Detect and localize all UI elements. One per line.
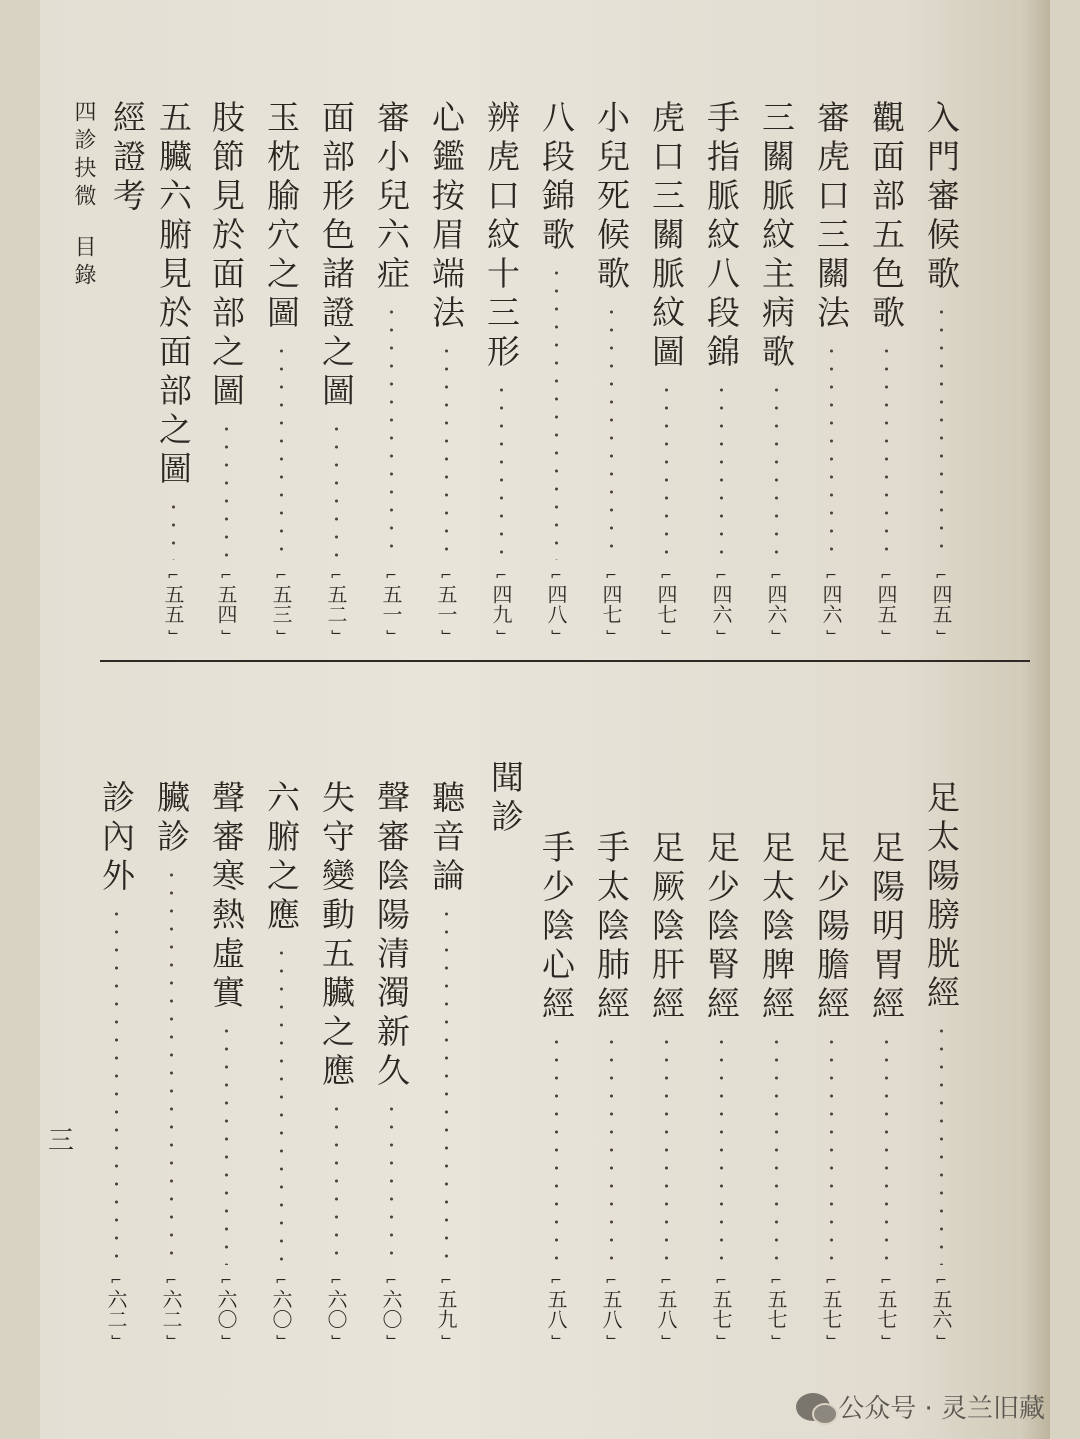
entry-title: 診內外	[97, 780, 136, 897]
entry-title: 六腑之應	[262, 780, 301, 936]
toc-entry	[753, 830, 799, 1345]
toc-entry	[918, 780, 964, 1345]
leader-dots	[830, 1033, 833, 1265]
toc-entry	[643, 100, 689, 640]
toc-entry	[313, 780, 359, 1345]
entry-page: ⌐ 四六 ⌙	[763, 568, 789, 640]
leader-dots	[665, 1033, 668, 1265]
leader-dots	[280, 342, 283, 560]
toc-entry	[863, 830, 909, 1345]
leader-dots	[610, 303, 613, 560]
entry-title: 虎口三關脈紋圖	[647, 100, 686, 373]
entry-title: 面部形色諸證之圖	[317, 100, 356, 412]
entry-title: 審小兒六症	[372, 100, 411, 295]
toc-entry	[918, 100, 964, 640]
leader-dots	[172, 498, 175, 560]
leader-dots	[720, 381, 723, 560]
page-number: 三	[48, 1126, 75, 1156]
entry-page: ⌐ 四九 ⌙	[488, 568, 514, 640]
leader-dots	[940, 303, 943, 560]
entry-page: ⌐ 四五 ⌙	[928, 568, 954, 640]
toc-entry	[258, 100, 304, 640]
leader-dots	[940, 1022, 943, 1265]
toc-entry	[808, 100, 854, 640]
entry-title: 三關脈紋主病歌	[757, 100, 796, 373]
entry-title: 臟診	[152, 780, 191, 858]
entry-page: ⌐ 五六 ⌙	[928, 1273, 954, 1345]
leader-dots	[665, 381, 668, 560]
entry-title: 觀面部五色歌	[867, 100, 906, 334]
leader-dots	[720, 1033, 723, 1265]
entry-title: 五臟六腑見於面部之圖	[154, 100, 193, 490]
toc-entry	[313, 100, 359, 640]
entry-page: ⌐ 六〇 ⌙	[378, 1273, 404, 1345]
entry-title: 手太陰肺經	[592, 830, 631, 1025]
leader-dots	[885, 1033, 888, 1265]
entry-title: 足少陰腎經	[702, 830, 741, 1025]
entry-page: ⌐ 四八 ⌙	[543, 568, 569, 640]
leader-dots	[555, 264, 558, 560]
entry-page: ⌐ 五七 ⌙	[763, 1273, 789, 1345]
toc-entry	[753, 100, 799, 640]
entry-page: ⌐ 四七 ⌙	[598, 568, 624, 640]
toc-entry	[203, 780, 249, 1345]
entry-page: ⌐ 四六 ⌙	[708, 568, 734, 640]
toc-entry	[533, 100, 579, 640]
toc-entry	[588, 830, 634, 1345]
entry-title: 入門審候歌	[922, 100, 961, 295]
book-spine	[1018, 0, 1050, 1439]
toc-entry	[478, 100, 524, 640]
entry-page: ⌐ 五七 ⌙	[873, 1273, 899, 1345]
entry-title: 經證考	[108, 100, 147, 217]
entry-page: ⌐ 六二 ⌙	[158, 1273, 184, 1345]
leader-dots	[445, 905, 448, 1265]
leader-dots	[390, 1100, 393, 1265]
entry-page: ⌐ 五四 ⌙	[213, 568, 239, 640]
toc-entry	[368, 780, 414, 1345]
leader-dots	[775, 381, 778, 560]
entry-page: ⌐ 四五 ⌙	[873, 568, 899, 640]
entry-page: ⌐ 五九 ⌙	[433, 1273, 459, 1345]
entry-page: ⌐ 五七 ⌙	[708, 1273, 734, 1345]
leader-dots	[335, 420, 338, 560]
toc-entry	[533, 830, 579, 1345]
entry-title: 足厥陰肝經	[647, 830, 686, 1025]
entry-title: 聲審陰陽清濁新久	[372, 780, 411, 1092]
entry-title: 八段錦歌	[537, 100, 576, 256]
toc-entry	[588, 100, 634, 640]
entry-page: ⌐ 五八 ⌙	[543, 1273, 569, 1345]
toc-entry	[93, 780, 139, 1345]
toc-entry	[698, 830, 744, 1345]
entry-title: 足少陽膽經	[812, 830, 851, 1025]
toc-section-heading	[104, 100, 150, 300]
leader-dots	[225, 420, 228, 560]
entry-title: 足太陽膀胱經	[922, 780, 961, 1014]
entry-title: 審虎口三關法	[812, 100, 851, 334]
running-header-section: 目錄	[71, 235, 96, 291]
toc-entry	[423, 100, 469, 640]
entry-title: 小兒死候歌	[592, 100, 631, 295]
toc-entry	[423, 780, 469, 1345]
entry-page: ⌐ 五一 ⌙	[378, 568, 404, 640]
entry-page: ⌐ 五二 ⌙	[323, 568, 349, 640]
watermark-text: 公众号 · 灵兰旧藏	[838, 1394, 1045, 1424]
entry-page: ⌐ 六二 ⌙	[103, 1273, 129, 1345]
toc-entry	[863, 100, 909, 640]
entry-title: 手少陰心經	[537, 830, 576, 1025]
entry-title: 心鑑按眉端法	[427, 100, 466, 334]
entry-page: ⌐ 五八 ⌙	[653, 1273, 679, 1345]
toc-entry	[698, 100, 744, 640]
toc-entry	[203, 100, 249, 640]
section-divider	[100, 660, 1030, 662]
leader-dots	[775, 1033, 778, 1265]
entry-title: 玉枕腧穴之圖	[262, 100, 301, 334]
entry-page: ⌐ 六〇 ⌙	[213, 1273, 239, 1345]
leader-dots	[390, 303, 393, 560]
entry-title: 肢節見於面部之圖	[207, 100, 246, 412]
toc-entry	[643, 830, 689, 1345]
toc-entry	[808, 830, 854, 1345]
leader-dots	[115, 905, 118, 1265]
entry-page: ⌐ 五三 ⌙	[268, 568, 294, 640]
entry-page: ⌐ 五七 ⌙	[818, 1273, 844, 1345]
toc-entry	[148, 780, 194, 1345]
leader-dots	[225, 1022, 228, 1265]
toc-entry	[150, 100, 196, 640]
entry-page: ⌐ 四六 ⌙	[818, 568, 844, 640]
running-header-title: 四診抉微	[71, 100, 96, 212]
leader-dots	[170, 866, 173, 1265]
entry-page: ⌐ 五一 ⌙	[433, 568, 459, 640]
leader-dots	[280, 944, 283, 1265]
entry-title: 足陽明胃經	[867, 830, 906, 1025]
toc-entry	[368, 100, 414, 640]
leader-dots	[445, 342, 448, 560]
toc-entry	[258, 780, 304, 1345]
section-heading-listening: 聞診	[486, 760, 525, 838]
leader-dots	[610, 1033, 613, 1265]
entry-page: ⌐ 六〇 ⌙	[323, 1273, 349, 1345]
entry-page: ⌐ 五五 ⌙	[160, 568, 186, 640]
leader-dots	[335, 1100, 338, 1265]
leader-dots	[830, 342, 833, 560]
leader-dots	[885, 342, 888, 560]
entry-title: 聲審寒熱虛實	[207, 780, 246, 1014]
entry-page: ⌐ 四七 ⌙	[653, 568, 679, 640]
watermark	[796, 1388, 1045, 1425]
entry-title: 足太陰脾經	[757, 830, 796, 1025]
wechat-icon	[796, 1393, 830, 1421]
entry-page: ⌐ 六〇 ⌙	[268, 1273, 294, 1345]
leader-dots	[555, 1033, 558, 1265]
entry-title: 失守變動五臟之應	[317, 780, 356, 1092]
entry-page: ⌐ 五八 ⌙	[598, 1273, 624, 1345]
entry-title: 辨虎口紋十三形	[482, 100, 521, 373]
leader-dots	[500, 381, 503, 560]
entry-title: 聽音論	[427, 780, 466, 897]
entry-title: 手指脈紋八段錦	[702, 100, 741, 373]
